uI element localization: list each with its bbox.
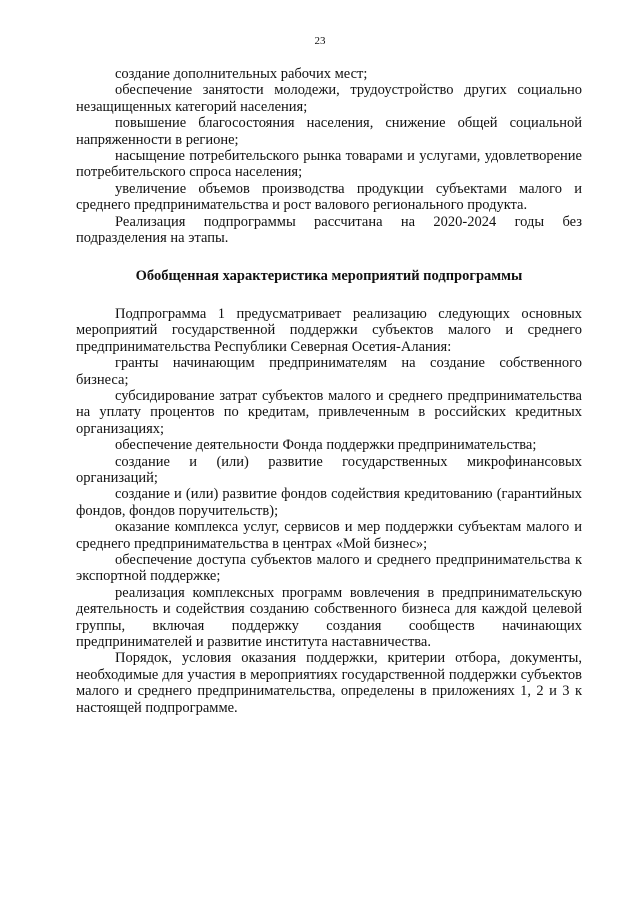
intro-paragraph: насыщение потребительского рынка товарами и услугами, удовлетворение потребительского спроса населения;	[76, 148, 582, 181]
section-paragraph: реализация комплексных программ вовлечения в предпринимательскую деятельность и содействия созданию собственного бизнеса для каждой целевой группы, включая поддержку создания сообществ начинающих предпринимателей и развитие института наставничества.	[76, 584, 582, 650]
section-paragraph: гранты начинающим предпринимателям на создание собственного бизнеса;	[76, 355, 582, 388]
section-paragraph: оказание комплекса услуг, сервисов и мер поддержки субъектам малого и среднего предпринимательства в центрах «Мой бизнес»;	[76, 519, 582, 552]
intro-paragraph: Реализация подпрограммы рассчитана на 2020-2024 годы без подразделения на этапы.	[76, 213, 582, 247]
page-number: 23	[314, 35, 326, 47]
intro-paragraph: увеличение объемов производства продукции субъектами малого и среднего предпринимательства и рост валового регионального продукта.	[76, 180, 582, 214]
section-paragraph: обеспечение доступа субъектов малого и среднего предпринимательства к экспортной поддержке;	[76, 551, 582, 585]
section-paragraph: Подпрограмма 1 предусматривает реализацию следующих основных мероприятий государственной поддержки субъектов малого и среднего предпринимательства Республики Северная Осетия-Алания:	[76, 305, 582, 355]
section-paragraph: Порядок, условия оказания поддержки, критерии отбора, документы, необходимые для участия в мероприятиях государственной поддержки субъектов малого и среднего предпринимательства, определены в приложениях 1, 2 и 3 к настоящей подпрограмме.	[76, 650, 582, 716]
intro-paragraph: создание дополнительных рабочих мест;	[115, 66, 368, 82]
section-paragraph: субсидирование затрат субъектов малого и среднего предпринимательства на уплату процентов по кредитам, привлеченным в российских кредитных организациях;	[76, 387, 582, 437]
intro-paragraph: обеспечение занятости молодежи, трудоустройство других социально незащищенных категорий населения;	[76, 82, 582, 115]
section-paragraph: создание и (или) развитие фондов содействия кредитованию (гарантийных фондов, фондов поручительств);	[76, 486, 582, 519]
section-heading: Обобщенная характеристика мероприятий подпрограммы	[135, 268, 523, 285]
section-paragraph: обеспечение деятельности Фонда поддержки предпринимательства;	[115, 437, 537, 454]
intro-paragraph: повышение благосостояния населения, снижение общей социальной напряженности в регионе;	[76, 115, 582, 148]
document-body	[76, 66, 582, 716]
section-paragraph: создание и (или) развитие государственных микрофинансовых организаций;	[76, 453, 582, 486]
